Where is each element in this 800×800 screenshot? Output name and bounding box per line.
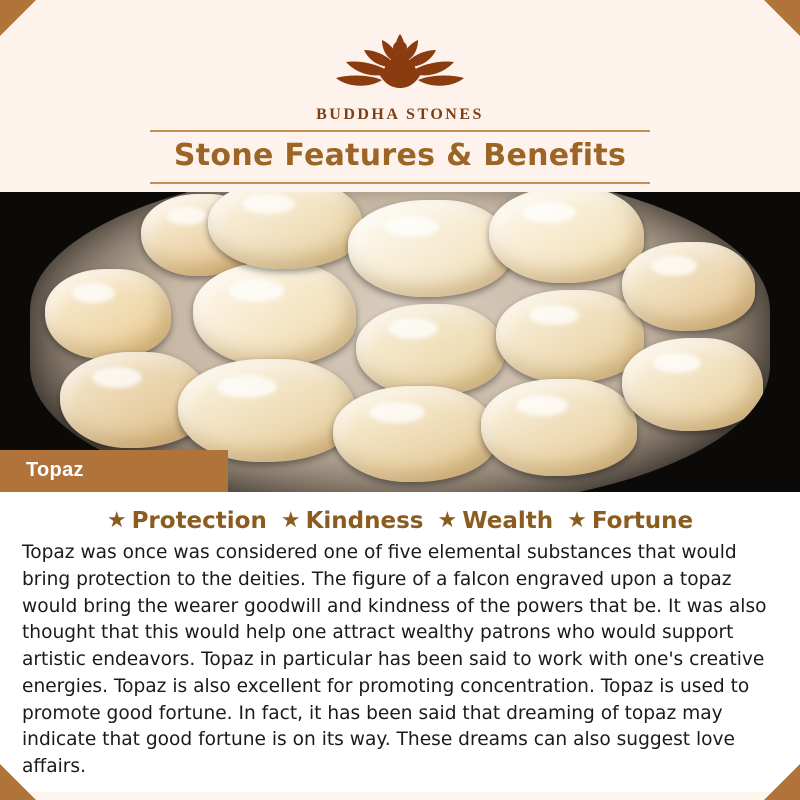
- brand-name: BUDDHA STONES: [316, 106, 484, 123]
- benefit-label: Kindness: [305, 508, 424, 534]
- benefit-label: Wealth: [462, 508, 554, 534]
- corner-decoration-top-right: [764, 0, 800, 36]
- star-icon: ★: [280, 508, 301, 533]
- page-title: [150, 130, 650, 184]
- star-icon: ★: [437, 508, 458, 533]
- lotus-meditation-icon: [320, 22, 480, 100]
- corner-decoration-bottom-left: [0, 764, 36, 800]
- benefits-list: [22, 508, 778, 534]
- card-header: [0, 0, 800, 192]
- benefit-label: Protection: [131, 508, 267, 534]
- benefit-item: [438, 508, 554, 534]
- product-photo: [0, 192, 800, 492]
- corner-decoration-bottom-right: [764, 764, 800, 800]
- description-paragraph: Topaz was once was considered one of five elemental substances that would bring protection to the deities. The figure of a falcon engraved upon a topaz would bring the wearer goodwill and kindness of the powers that be. It was also thought that this would help one attract wealthy patrons who would support artistic endeavors. Topaz in particular has been said to work with one's creative energies. Topaz is also excellent for promoting concentration. Topaz is used to promote good fortune. In fact, it has been said that dreaming of topaz may indicate that good fortune is on its way. These dreams can also suggest love affairs.: [22, 542, 767, 778]
- corner-decoration-top-left: [0, 0, 36, 36]
- page-title-text: Stone Features & Benefits: [173, 138, 627, 173]
- benefit-item: [281, 508, 424, 534]
- stone-bowl-image: [30, 192, 770, 492]
- brand-logo: [0, 22, 800, 124]
- benefit-label: Fortune: [591, 508, 694, 534]
- card-content: [0, 492, 800, 800]
- star-icon: ★: [106, 508, 127, 533]
- benefit-item: [567, 508, 693, 534]
- star-icon: ★: [567, 508, 587, 533]
- benefit-item: [107, 508, 267, 534]
- bottom-border-strip: [0, 792, 800, 800]
- stone-name-caption: Topaz: [0, 450, 228, 492]
